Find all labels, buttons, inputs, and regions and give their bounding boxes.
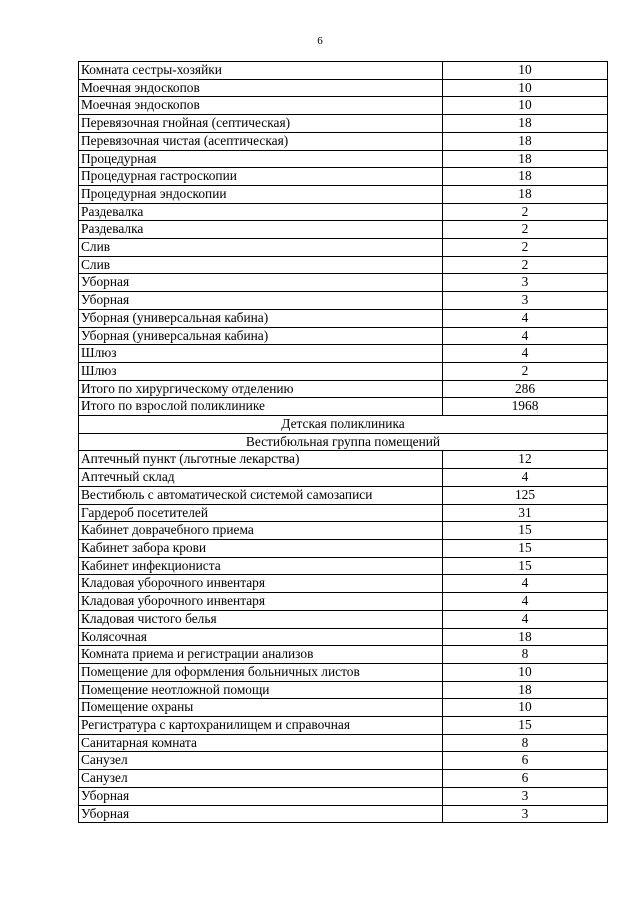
table-row	[79, 451, 608, 469]
room-area: 6	[443, 752, 608, 770]
room-name: Раздевалка	[79, 203, 443, 221]
room-name: Кладовая уборочного инвентаря	[79, 593, 443, 611]
table-row	[79, 469, 608, 487]
room-area: 4	[443, 469, 608, 487]
room-name: Санузел	[79, 752, 443, 770]
room-name: Санитарная комната	[79, 734, 443, 752]
room-area: 4	[443, 610, 608, 628]
table-row	[79, 168, 608, 186]
room-name: Кладовая чистого белья	[79, 610, 443, 628]
table-row	[79, 362, 608, 380]
room-name: Аптечный пункт (льготные лекарства)	[79, 451, 443, 469]
room-area: 4	[443, 593, 608, 611]
room-area: 2	[443, 203, 608, 221]
room-area: 3	[443, 274, 608, 292]
room-area: 12	[443, 451, 608, 469]
room-area: 10	[443, 79, 608, 97]
section-title: Детская поликлиника	[79, 416, 608, 434]
room-area: 18	[443, 115, 608, 133]
table-row	[79, 62, 608, 80]
total-area: 1968	[443, 398, 608, 416]
room-name: Кладовая уборочного инвентаря	[79, 575, 443, 593]
table-row	[79, 752, 608, 770]
total-row	[79, 380, 608, 398]
table-row	[79, 132, 608, 150]
room-area: 125	[443, 486, 608, 504]
room-name: Шлюз	[79, 345, 443, 363]
room-name: Слив	[79, 256, 443, 274]
room-area: 15	[443, 557, 608, 575]
table-row	[79, 699, 608, 717]
table-row	[79, 787, 608, 805]
room-area: 4	[443, 575, 608, 593]
table-row	[79, 150, 608, 168]
total-label: Итого по взрослой поликлинике	[79, 398, 443, 416]
room-name: Уборная (универсальная кабина)	[79, 309, 443, 327]
table-row	[79, 805, 608, 823]
table-row	[79, 203, 608, 221]
section-header-row	[79, 416, 608, 434]
room-name: Перевязочная гнойная (септическая)	[79, 115, 443, 133]
table-row	[79, 115, 608, 133]
room-name: Кабинет инфекциониста	[79, 557, 443, 575]
table-row	[79, 274, 608, 292]
room-area: 8	[443, 646, 608, 664]
room-area: 4	[443, 309, 608, 327]
room-name: Процедурная эндоскопии	[79, 185, 443, 203]
room-name: Уборная	[79, 274, 443, 292]
room-area: 10	[443, 62, 608, 80]
room-area: 3	[443, 805, 608, 823]
room-name: Уборная	[79, 787, 443, 805]
room-area: 15	[443, 539, 608, 557]
table-row	[79, 97, 608, 115]
table-row	[79, 221, 608, 239]
room-area: 18	[443, 168, 608, 186]
room-area: 31	[443, 504, 608, 522]
room-area: 2	[443, 239, 608, 257]
room-name: Моечная эндоскопов	[79, 79, 443, 97]
table-row	[79, 522, 608, 540]
room-name: Комната приема и регистрации анализов	[79, 646, 443, 664]
table-row	[79, 309, 608, 327]
room-name: Раздевалка	[79, 221, 443, 239]
total-label: Итого по хирургическому отделению	[79, 380, 443, 398]
table-row	[79, 734, 608, 752]
table-row	[79, 681, 608, 699]
room-area: 2	[443, 221, 608, 239]
room-area: 4	[443, 327, 608, 345]
room-area: 10	[443, 699, 608, 717]
room-area: 6	[443, 770, 608, 788]
table-row	[79, 717, 608, 735]
room-name: Кабинет доврачебного приема	[79, 522, 443, 540]
room-name: Санузел	[79, 770, 443, 788]
table-row	[79, 79, 608, 97]
table-row	[79, 504, 608, 522]
page-number: 6	[317, 35, 323, 47]
table-row	[79, 646, 608, 664]
section-header-row	[79, 433, 608, 451]
room-area: 18	[443, 150, 608, 168]
room-name: Аптечный склад	[79, 469, 443, 487]
room-name: Гардероб посетителей	[79, 504, 443, 522]
room-area: 10	[443, 663, 608, 681]
room-area: 18	[443, 681, 608, 699]
room-name: Уборная (универсальная кабина)	[79, 327, 443, 345]
room-name: Моечная эндоскопов	[79, 97, 443, 115]
table-row	[79, 575, 608, 593]
room-name: Уборная	[79, 292, 443, 310]
room-name: Вестибюль с автоматической системой самозаписи	[79, 486, 443, 504]
table-row	[79, 539, 608, 557]
room-area: 2	[443, 256, 608, 274]
table-row	[79, 486, 608, 504]
rooms-table-body	[79, 62, 608, 823]
room-name: Помещение для оформления больничных листов	[79, 663, 443, 681]
room-area: 18	[443, 132, 608, 150]
table-row	[79, 663, 608, 681]
room-name: Перевязочная чистая (асептическая)	[79, 132, 443, 150]
room-name: Уборная	[79, 805, 443, 823]
table-row	[79, 185, 608, 203]
room-area: 15	[443, 522, 608, 540]
room-area: 18	[443, 185, 608, 203]
room-area: 10	[443, 97, 608, 115]
room-area: 2	[443, 362, 608, 380]
table-row	[79, 327, 608, 345]
room-name: Помещение охраны	[79, 699, 443, 717]
section-title: Вестибюльная группа помещений	[79, 433, 608, 451]
total-row	[79, 398, 608, 416]
table-row	[79, 557, 608, 575]
room-name: Шлюз	[79, 362, 443, 380]
table-row	[79, 770, 608, 788]
room-area: 15	[443, 717, 608, 735]
room-area: 3	[443, 292, 608, 310]
table-row	[79, 239, 608, 257]
room-area: 3	[443, 787, 608, 805]
rooms-area-table	[78, 61, 608, 823]
room-name: Колясочная	[79, 628, 443, 646]
room-name: Регистратура с картохранилищем и справочная	[79, 717, 443, 735]
room-name: Комната сестры-хозяйки	[79, 62, 443, 80]
table-row	[79, 345, 608, 363]
room-name: Слив	[79, 239, 443, 257]
room-name: Процедурная гастроскопии	[79, 168, 443, 186]
table-row	[79, 292, 608, 310]
table-row	[79, 256, 608, 274]
room-name: Процедурная	[79, 150, 443, 168]
room-area: 4	[443, 345, 608, 363]
room-area: 18	[443, 628, 608, 646]
table-row	[79, 610, 608, 628]
room-name: Помещение неотложной помощи	[79, 681, 443, 699]
table-row	[79, 593, 608, 611]
room-name: Кабинет забора крови	[79, 539, 443, 557]
room-area: 8	[443, 734, 608, 752]
total-area: 286	[443, 380, 608, 398]
table-row	[79, 628, 608, 646]
